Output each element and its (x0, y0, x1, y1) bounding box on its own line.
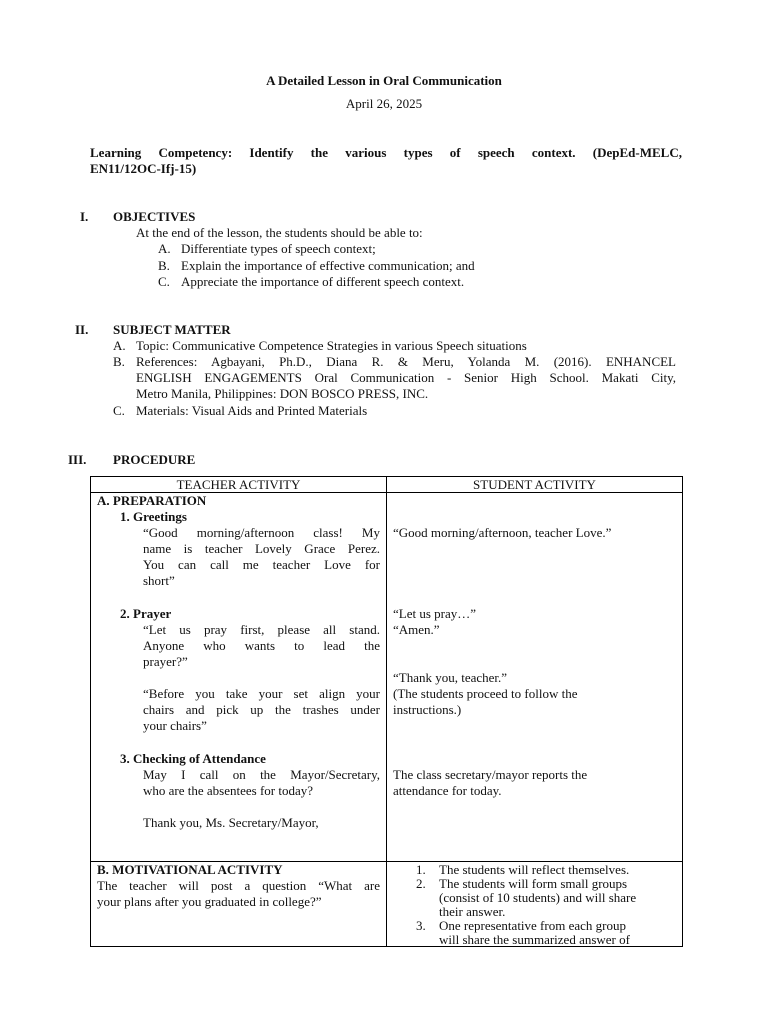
table-header-row (91, 477, 683, 493)
greetings-teacher-line: short” (143, 573, 175, 588)
procedure-number: III. (68, 452, 87, 467)
objectives-intro: At the end of the lesson, the students should be able to: (136, 225, 423, 240)
greetings-teacher-line: You can call me teacher Love for (143, 557, 380, 572)
subject-materials: Materials: Visual Aids and Printed Materials (136, 403, 368, 418)
objective-letter-b: B. (158, 258, 170, 273)
prayer-teacher-text-2 (143, 686, 380, 734)
greetings-student-response: “Good morning/afternoon, teacher Love.” (393, 525, 612, 540)
prayer-teacher-text (143, 622, 380, 670)
list-item: The students will form small groups (439, 876, 628, 891)
objective-item-c: Appreciate the importance of different speech context. (181, 274, 465, 289)
objective-item-b: Explain the importance of effective communication; and (181, 258, 475, 273)
prayer-student-response: “Let us pray…” (393, 606, 477, 621)
procedure-table (90, 476, 683, 947)
objective-letter-c: C. (158, 274, 170, 289)
references-line-3: Metro Manila, Philippines: DON BOSCO PRESS, INC. (136, 386, 429, 401)
teacher-activity-header: TEACHER ACTIVITY (91, 477, 387, 493)
prayer-student-action: (The students proceed to follow the (393, 686, 578, 701)
motivational-teacher-line: your plans after you graduated in college?” (97, 894, 322, 909)
greetings-teacher-text (143, 525, 380, 589)
prayer-teacher-line: your chairs” (143, 718, 207, 733)
attendance-teacher-line: May I call on the Mayor/Secretary, (143, 767, 380, 782)
list-item-number: 3. (416, 918, 426, 933)
subject-matter-heading: SUBJECT MATTER (113, 322, 231, 337)
procedure-heading: PROCEDURE (113, 452, 196, 467)
subject-topic: Topic: Communicative Competence Strategies in various Speech situations (136, 338, 527, 353)
competency-line-2: EN11/12OC-Ifj-15) (90, 161, 197, 176)
learning-competency (90, 145, 682, 177)
attendance-teacher-line: who are the absentees for today? (143, 783, 314, 798)
prayer-teacher-line: “Let us pray first, please all stand. (143, 622, 380, 637)
list-item: their answer. (439, 904, 506, 919)
subject-letter-b: B. (113, 354, 125, 369)
attendance-thanks: Thank you, Ms. Secretary/Mayor, (143, 815, 319, 830)
list-item: One representative from each group (439, 918, 626, 933)
prayer-teacher-line: prayer?” (143, 654, 188, 669)
motivational-teacher-cell (91, 862, 387, 947)
student-activity-header: STUDENT ACTIVITY (387, 477, 683, 493)
greetings-teacher-line: name is teacher Lovely Grace Perez. (143, 541, 380, 556)
attendance-student-response: The class secretary/mayor reports the (393, 767, 588, 782)
list-item: (consist of 10 students) and will share (439, 890, 637, 905)
motivational-teacher-line: The teacher will post a question “What are (97, 878, 380, 893)
attendance-teacher-text (143, 767, 380, 799)
list-item-number: 1. (416, 862, 426, 877)
preparation-student-cell (387, 493, 683, 862)
greetings-teacher-line: “Good morning/afternoon class! My (143, 525, 380, 540)
motivational-row (91, 862, 683, 947)
prayer-title: 2. Prayer (120, 606, 172, 621)
subject-references (136, 354, 676, 402)
list-item-number: 2. (416, 876, 426, 891)
motivational-student-cell (387, 862, 683, 947)
objective-item-a: Differentiate types of speech context; (181, 241, 376, 256)
preparation-teacher-cell (91, 493, 387, 862)
document-title: A Detailed Lesson in Oral Communication (266, 73, 502, 88)
list-item: The students will reflect themselves. (439, 862, 630, 877)
objectives-heading: OBJECTIVES (113, 209, 196, 224)
objectives-number: I. (80, 209, 89, 224)
list-item: will share the summarized answer of (439, 932, 630, 947)
motivational-heading: B. MOTIVATIONAL ACTIVITY (97, 862, 283, 877)
prayer-student-amen: “Amen.” (393, 622, 440, 637)
references-line-2: ENGLISH ENGAGEMENTS Oral Communication - Senior High School. Makati City, (136, 370, 676, 385)
attendance-title: 3. Checking of Attendance (120, 751, 266, 766)
prayer-teacher-line: chairs and pick up the trashes under (143, 702, 380, 717)
greetings-title: 1. Greetings (120, 509, 187, 524)
prayer-teacher-line: “Before you take your set align your (143, 686, 380, 701)
subject-matter-number: II. (75, 322, 89, 337)
subject-letter-a: A. (113, 338, 126, 353)
prayer-teacher-line: Anyone who wants to lead the (143, 638, 380, 653)
subject-letter-c: C. (113, 403, 125, 418)
references-line-1: References: Agbayani, Ph.D., Diana R. & Meru, Yolanda M. (2016). ENHANCEL (136, 354, 676, 369)
attendance-student-response-2: attendance for today. (393, 783, 502, 798)
preparation-row (91, 493, 683, 862)
prayer-student-action-2: instructions.) (393, 702, 462, 717)
preparation-heading: A. PREPARATION (97, 493, 207, 508)
competency-line-1: Learning Competency: Identify the various types of speech context. (DepEd-MELC, (90, 145, 682, 160)
objective-letter-a: A. (158, 241, 171, 256)
motivational-teacher-text (97, 878, 380, 910)
prayer-student-thanks: “Thank you, teacher.” (393, 670, 508, 685)
document-date: April 26, 2025 (345, 96, 423, 111)
